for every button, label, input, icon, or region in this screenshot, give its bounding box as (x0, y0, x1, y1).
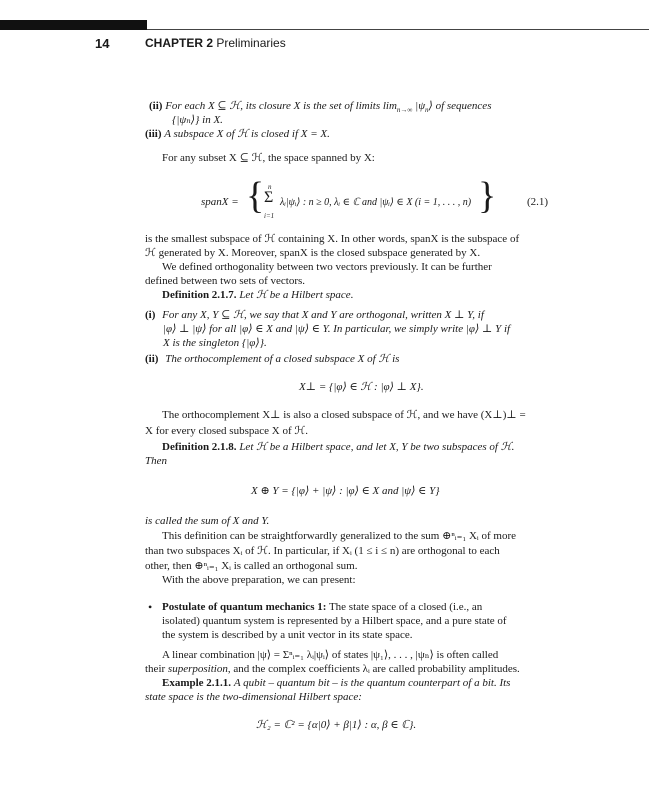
bullet-icon: • (148, 600, 153, 614)
item-iii-closed (145, 127, 330, 142)
text-line: For any subset X ⊆ ℋ, the space spanned by X: (162, 152, 375, 164)
item-label: (i) (145, 309, 156, 321)
text-line: defined between two sets of vectors. (145, 275, 306, 287)
running-header (145, 36, 286, 51)
text-line: We defined orthogonality between two vectors previously. It can be further (162, 261, 492, 273)
item-label: (iii) (145, 128, 162, 140)
text-line: {|ψₙ⟩} in X. (172, 114, 223, 126)
item-label: (ii) (145, 353, 159, 365)
sum-upper: n (268, 183, 272, 191)
text-line: is the smallest subspace of ℋ containing X. In other words, spanX is the subspace of (145, 233, 520, 245)
item-text: For each X ⊆ ℋ, its closure X is the set of limits lim (165, 100, 397, 112)
definition-2-1-8 (162, 440, 514, 455)
text-fragment: their (145, 663, 166, 675)
text-line: With the above preparation, we can present: (162, 574, 356, 586)
equation-span-body: λᵢ|ψᵢ⟩ : n ≥ 0, λᵢ ∈ ℂ and |ψᵢ⟩ ∈ X (i = 1, . . . , n) (280, 197, 472, 208)
text-fragment: , and the complex coefficients λᵢ are called probability amplitudes. (227, 663, 520, 675)
item-text: The orthocomplement of a closed subspace X of ℋ is (165, 353, 400, 365)
header-bar (0, 20, 147, 30)
definition-2-1-7 (162, 288, 353, 303)
text-line: isolated) quantum system is represented by a Hilbert space, and a pure state of (162, 615, 507, 627)
text-line: other, then ⊕ⁿᵢ₌₁ Xᵢ is called an orthogonal sum. (145, 560, 358, 572)
left-brace: { (246, 175, 265, 217)
item-text: For any X, Y ⊆ ℋ, we say that X and Y are orthogonal, written X ⊥ Y, if (162, 309, 484, 321)
sum-lower: i=1 (264, 212, 275, 220)
postulate-1 (162, 600, 482, 615)
example-text: A qubit – quantum bit – is the quantum counterpart of a bit. Its (233, 677, 511, 689)
text-line: The orthocomplement X⊥ is also a closed subspace of ℋ, and we have (X⊥)⊥ = (162, 409, 526, 421)
text-line: ℋ generated by X. Moreover, spanX is the closed subspace generated by X. (145, 247, 481, 259)
text-line: |φ⟩ ⊥ |ψ⟩ for all |φ⟩ ∈ X and |ψ⟩ ∈ Y. In particular, we simply write |φ⟩ ⊥ Y if (163, 323, 511, 335)
right-brace: } (478, 175, 497, 217)
postulate-label: Postulate of quantum mechanics 1: (162, 601, 327, 613)
text-line: X is the singleton {|φ⟩}. (163, 337, 267, 349)
text-line: A linear combination |ψ⟩ = Σⁿᵢ₌₁ λᵢ|ψᵢ⟩ of states |ψ₁⟩, . . . , |ψₙ⟩ is often called (162, 649, 499, 661)
item-text-end: ⟩ of sequences (428, 100, 492, 112)
chapter-title: Preliminaries (216, 36, 286, 50)
item-text: A subspace X of ℋ is closed if X = X. (164, 128, 330, 140)
equation-number: (2.1) (527, 196, 549, 208)
page-number: 14 (95, 36, 110, 51)
postulate-text: The state space of a closed (i.e., an (328, 601, 483, 613)
text-line: X for every closed subspace X of ℋ. (145, 425, 308, 437)
text-line: than two subspaces Xᵢ of ℋ. In particular, if Xᵢ (1 ≤ i ≤ n) are orthogonal to each (145, 545, 500, 557)
definition-text: Let ℋ be a Hilbert space. (239, 289, 354, 301)
equation-span-lhs: spanX = (201, 196, 239, 208)
text-line: Then (145, 455, 167, 467)
text-line: is called the sum of X and Y. (145, 515, 270, 527)
item-ii-orthocomplement (145, 352, 399, 367)
text-line: This definition can be straightforwardly generalized to the sum ⊕ⁿᵢ₌₁ Xᵢ of more (162, 530, 516, 542)
text-line: the system is described by a unit vector in its state space. (162, 629, 413, 641)
equation-qubit: ℋ₂ = ℂ² = {α|0⟩ + β|1⟩ : α, β ∈ ℂ}. (256, 719, 417, 731)
ket-subscript: n (425, 106, 429, 114)
superposition-line (145, 662, 520, 677)
example-label: Example 2.1.1. (162, 677, 232, 689)
definition-text: Let ℋ be a Hilbert space, and let X, Y be two subspaces of ℋ. (239, 441, 515, 453)
ket-psi: |ψ (415, 100, 426, 112)
equation-direct-sum: X ⊕ Y = {|φ⟩ + |ψ⟩ : |φ⟩ ∈ X and |ψ⟩ ∈ Y} (251, 485, 440, 497)
text-line: state space is the two-dimensional Hilbert space: (145, 691, 362, 703)
example-2-1-1 (162, 676, 510, 691)
definition-label: Definition 2.1.7. (162, 289, 237, 301)
equation-orthocomplement: X⊥ = {|φ⟩ ∈ ℋ : |φ⟩ ⊥ X}. (299, 381, 424, 393)
sum-symbol: Σ (264, 189, 274, 206)
item-label: (ii) (149, 100, 163, 112)
header-rule (147, 29, 649, 30)
item-i-orthogonal (145, 308, 484, 323)
definition-label: Definition 2.1.8. (162, 441, 237, 453)
limit-subscript: n→∞ (396, 106, 413, 114)
term-superposition: superposition (167, 663, 228, 675)
chapter-label: CHAPTER 2 (145, 36, 214, 50)
